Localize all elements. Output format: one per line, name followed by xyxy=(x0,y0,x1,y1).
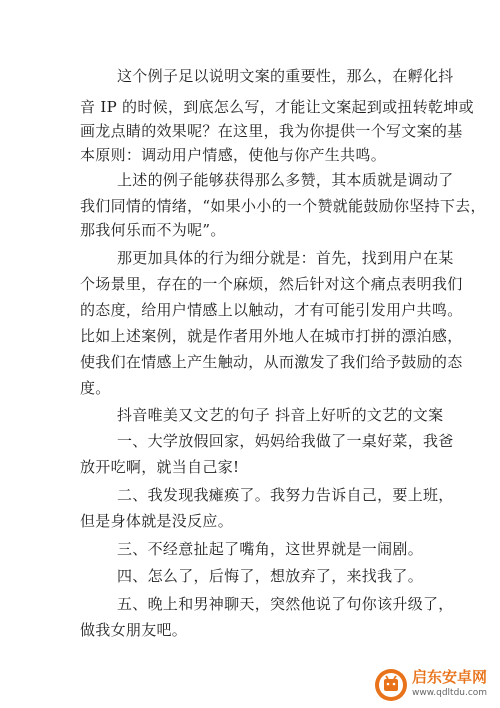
text-line-5: 上述的例子能够获得那么多赞，其本质就是调动了 xyxy=(117,171,454,189)
text-line-4: 本原则：调动用户情感，使他与你产生共鸣。 xyxy=(80,146,387,164)
text-line-22: 做我女朋友吧。 xyxy=(80,621,188,639)
text-line-9: 个场景里，存在的一个麻烦，然后针对这个痛点表明我们 xyxy=(80,275,463,293)
section-heading: 抖音唯美又文艺的句子 抖音上好听的文艺的文案 xyxy=(117,406,444,424)
text-line-7: 那我何乐而不为呢”。 xyxy=(80,221,226,239)
text-line-6: 我们同情的情绪，“如果小小的一个赞就能鼓励你坚持下去， xyxy=(80,197,486,215)
text-line-20: 四、怎么了，后悔了，想放弃了，来找我了。 xyxy=(117,567,424,585)
text-line-18: 但是身体就是没反应。 xyxy=(80,512,234,530)
text-line-1: 这个例子足以说明文案的重要性，那么，在孵化抖 xyxy=(117,67,454,85)
text-line-3: 画龙点睛的效果呢？在这里，我为你提供一个写文案的基 xyxy=(80,122,463,140)
text-line-10: 的态度，给用户情感上以触动，才有可能引发用户共鸣。 xyxy=(80,301,463,319)
watermark-site-url: www.qdltdu.com xyxy=(412,688,488,698)
text-line-12: 使我们在情感上产生触动，从而激发了我们给予鼓励的态 xyxy=(80,353,463,371)
text-line-13: 度。 xyxy=(80,379,111,397)
text-line-19: 三、不经意扯起了嘴角，这世界就是一闹剧。 xyxy=(117,540,424,558)
text-line-8: 那更加具体的行为细分就是：首先，找到用户在某 xyxy=(117,249,454,267)
watermark-site-name: 启东安卓网 xyxy=(412,668,488,686)
site-watermark[interactable] xyxy=(374,668,494,702)
text-line-17: 二、我发现我瘫痪了。我努力告诉自己，要上班， xyxy=(117,486,454,504)
text-line-21: 五、晚上和男神聊天，突然他说了句你该升级了， xyxy=(117,595,454,613)
text-line-2: 音 IP 的时候，到底怎么写，才能让文案起到或扭转乾坤或 xyxy=(80,98,474,116)
watermark-logo-icon xyxy=(374,668,408,702)
text-line-16: 放开吃啊，就当自己家! xyxy=(80,458,240,476)
text-line-11: 比如上述案例，就是作者用外地人在城市打拼的漂泊感， xyxy=(80,327,463,345)
text-line-15: 一、大学放假回家，妈妈给我做了一桌好菜，我爸 xyxy=(117,432,454,450)
